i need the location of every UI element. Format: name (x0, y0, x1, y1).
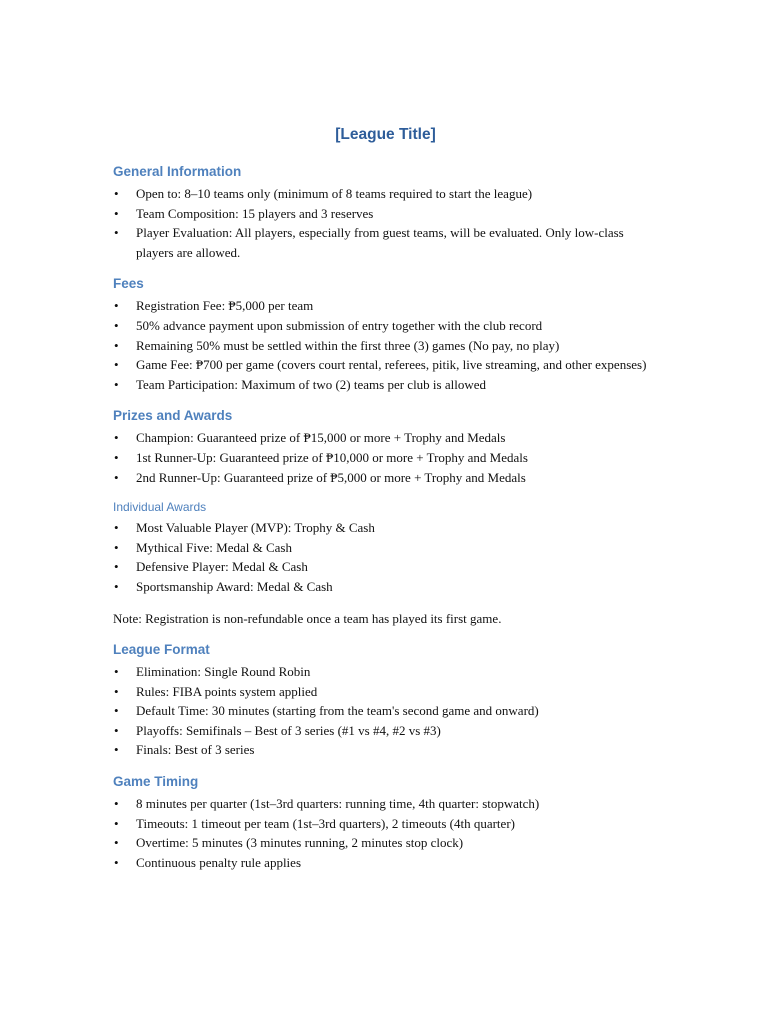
section-game-timing (113, 773, 658, 872)
list-item: • Mythical Five: Medal & Cash (113, 538, 658, 558)
bullet-icon: • (114, 376, 119, 392)
list-item: • Player Evaluation: All players, especially from guest teams, will be evaluated. Only low-class players are allowed. (114, 225, 624, 260)
bullet-list (113, 184, 658, 262)
bullet-icon: • (114, 430, 119, 446)
bullet-icon: • (114, 815, 119, 831)
bullet-icon: • (114, 337, 119, 353)
list-item: • Timeouts: 1 timeout per team (1st–3rd quarters), 2 timeouts (4th quarter) (113, 814, 658, 834)
list-item: • Elimination: Single Round Robin (113, 662, 658, 682)
list-item: • 8 minutes per quarter (1st–3rd quarters: running time, 4th quarter: stopwatch) (113, 794, 658, 814)
list-item: • Continuous penalty rule applies (113, 853, 658, 873)
list-item: • 1st Runner-Up: Guaranteed prize of ₱10,000 or more + Trophy and Medals (113, 448, 658, 468)
list-item: • Default Time: 30 minutes (starting from the team's second game and onward) (113, 701, 658, 721)
bullet-icon: • (114, 854, 119, 870)
list-item: • Playoffs: Semifinals – Best of 3 series (#1 vs #4, #2 vs #3) (113, 721, 658, 741)
list-item: • Overtime: 5 minutes (3 minutes running, 2 minutes stop clock) (113, 833, 658, 853)
section-heading: Game Timing (113, 774, 199, 790)
bullet-icon: • (114, 703, 119, 719)
bullet-icon: • (114, 357, 119, 373)
bullet-icon: • (114, 186, 119, 201)
list-item: • Most Valuable Player (MVP): Trophy & Cash (113, 518, 658, 538)
list-item: • Team Composition: 15 players and 3 reserves (113, 204, 658, 224)
bullet-icon: • (114, 683, 119, 699)
section-subheading: Individual Awards (113, 500, 207, 515)
bullet-icon: • (114, 835, 119, 851)
list-item: • Open to: 8–10 teams only (minimum of 8 teams required to start the league) (113, 184, 658, 204)
list-item: • 50% advance payment upon submission of entry together with the club record (113, 316, 658, 336)
bullet-icon: • (114, 742, 119, 758)
list-item: • Team Participation: Maximum of two (2) teams per club is allowed (113, 375, 658, 395)
list-item: • Game Fee: ₱700 per game (covers court rental, referees, pitik, live streaming, and other expenses) (113, 355, 658, 375)
bullet-icon: • (114, 298, 119, 314)
bullet-icon: • (114, 520, 119, 536)
list-item: • 2nd Runner-Up: Guaranteed prize of ₱5,000 or more + Trophy and Medals (113, 468, 658, 488)
section-fees (113, 275, 658, 394)
section-heading: League Format (113, 642, 210, 658)
registration-note: Note: Registration is non-refundable once a team has played its first game. (113, 610, 502, 626)
bullet-icon: • (114, 225, 119, 241)
bullet-list (113, 662, 658, 760)
section-heading: General Information (113, 164, 242, 179)
bullet-icon: • (114, 539, 119, 555)
section-heading: Fees (113, 276, 144, 292)
bullet-list (113, 794, 658, 872)
bullet-icon: • (114, 317, 119, 333)
bullet-icon: • (114, 664, 119, 680)
list-item: • Finals: Best of 3 series (113, 740, 658, 760)
document-page (113, 124, 658, 872)
bullet-list (113, 428, 658, 487)
bullet-icon: • (114, 578, 119, 594)
list-item: • Sportsmanship Award: Medal & Cash (113, 577, 658, 597)
list-item: • Registration Fee: ₱5,000 per team (113, 296, 658, 316)
list-item: • Defensive Player: Medal & Cash (113, 557, 658, 577)
document-title: [League Title] (335, 126, 436, 143)
section-heading: Prizes and Awards (113, 408, 233, 424)
bullet-icon: • (114, 449, 119, 465)
section-individual-awards (113, 499, 658, 628)
bullet-list (113, 518, 658, 596)
list-item: • Champion: Guaranteed prize of ₱15,000 or more + Trophy and Medals (113, 428, 658, 448)
list-item: • Rules: FIBA points system applied (113, 682, 658, 702)
bullet-icon: • (114, 722, 119, 738)
bullet-icon: • (114, 796, 119, 812)
bullet-icon: • (114, 205, 119, 221)
section-prizes-and-awards (113, 407, 658, 487)
list-item: • Remaining 50% must be settled within the first three (3) games (No pay, no play) (113, 336, 658, 356)
section-league-format (113, 641, 658, 760)
bullet-icon: • (114, 469, 119, 485)
section-general-information (113, 163, 658, 262)
bullet-icon: • (114, 559, 119, 575)
bullet-list (113, 296, 658, 394)
